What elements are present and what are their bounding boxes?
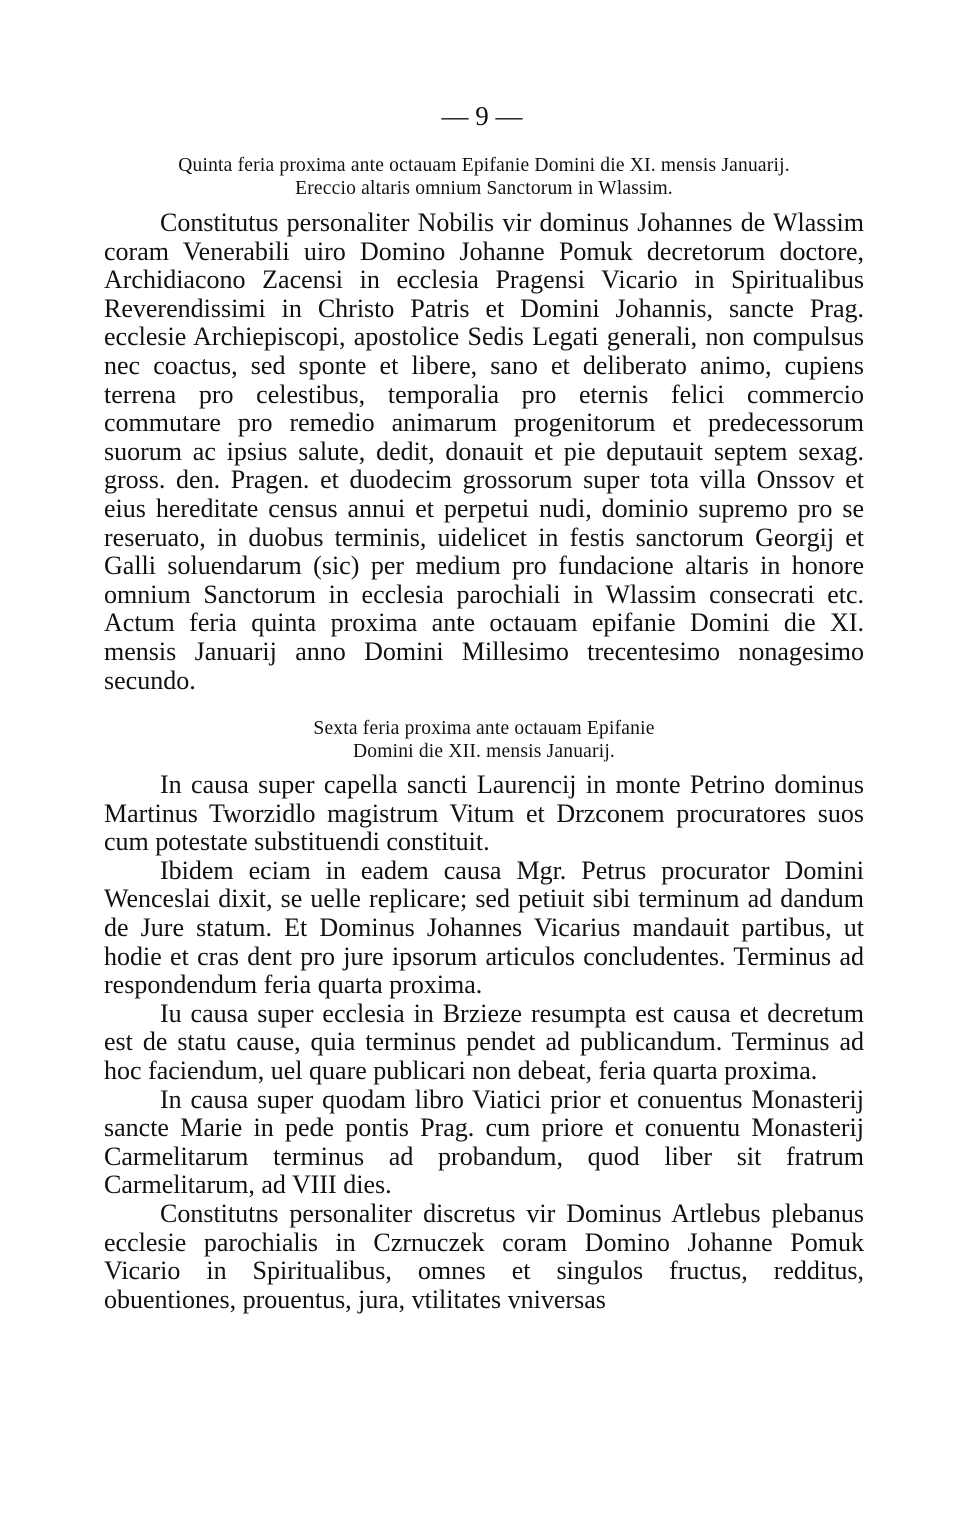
section-2-paragraph-5: Constitutns personaliter discretus vir Dominus Artlebus plebanus ecclesie parochialis in Czrnuczek coram Domino Johanne Pomuk Vicario in Spiritualibus, omnes et singulos fructus, redditus, obuentiones, prouentus, jura, vtilitates vniversas bbox=[104, 1199, 864, 1314]
section-2-paragraph-4: In causa super quodam libro Viatici prior et conuentus Monasterij sancte Marie in pede pontis Prag. cum priore et conuentu Monasterij Carmelitarum terminus ad probandum, quod liber sit fratrum Carmelitarum, ad VIII dies. bbox=[104, 1084, 864, 1200]
section-1-paragraph: Constitutus personaliter Nobilis vir dominus Johannes de Wlassim coram Venerabili uiro Domino Johanne Pomuk decretorum doctore, Archidiacono Zacensi in ecclesia Pragensi Vicario in Spiritualibus Reverendissimi in Christo Patris et Domini Johannis, sancte Prag. ecclesie Archiepiscopi, apostolice Sedis Legati generali, non compulsus nec coactus, sed sponte et libere, sano et deliberato animo, cupiens terrena pro celestibus, temporalia pro eternis felici commercio commutare pro remedio animarum progenitorum et predecessorum suorum ac ipsius salute, dedit, donauit et pie deputauit septem sexag. gross. den. Pragen. et duodecim grossorum super tota villa Onssov et eius hereditate census annui et perpetui nudi, dominio supremo pro se reseruato, in duobus terminis, uidelicet in festis sanctorum Georgij et Galli soluendarum (sic) per medium pro fundacione altaris in honore omnium Sanctorum in ecclesia parochiali in Wlassim consecrati etc. Actum feria quinta proxima ante octauam epifanie Domini die XI. mensis Januarij anno Domini Millesimo trecentesimo nonagesimo secundo. bbox=[104, 208, 864, 695]
document-page bbox=[104, 96, 864, 1314]
section-heading-2 bbox=[214, 717, 754, 763]
page-number: — 9 — bbox=[441, 101, 523, 131]
section-2-paragraph-1: In causa super capella sancti Laurencij in monte Petrino dominus Martinus Tworzidlo magistrum Vitum et Drzconem procuratores suos cum potestate substituendi constituit. bbox=[104, 770, 864, 857]
section-heading-2-line-1: Sexta feria proxima ante octauam Epifanie bbox=[313, 718, 655, 740]
section-heading-2-line-2: Domini die XII. mensis Januarij. bbox=[352, 741, 616, 763]
section-heading-1-line-1: Quinta feria proxima ante octauam Epifanie Domini die XI. mensis Januarij. bbox=[178, 155, 790, 176]
section-heading-1 bbox=[96, 154, 872, 200]
section-2-paragraph-2: Ibidem eciam in eadem causa Mgr. Petrus procurator Domini Wenceslai dixit, se uelle replicare; sed petiuit sibi terminum ad dandum de Jure statum. Et Dominus Johannes Vicarius mandauit partibus, ut hodie et cras dent pro jure ipsorum articulos concludentes. Terminus ad respondendum feria quarta proxima. bbox=[104, 855, 864, 1000]
section-heading-1-line-2: Ereccio altaris omnium Sanctorum in Wlassim. bbox=[295, 178, 673, 199]
section-2-paragraph-3: Iu causa super ecclesia in Brzieze resumpta est causa et decretum est de statu cause, quia terminus pendet ad publicandum. Terminus ad hoc faciendum, uel quare publicari non debeat, feria quarta proxima. bbox=[104, 998, 864, 1086]
